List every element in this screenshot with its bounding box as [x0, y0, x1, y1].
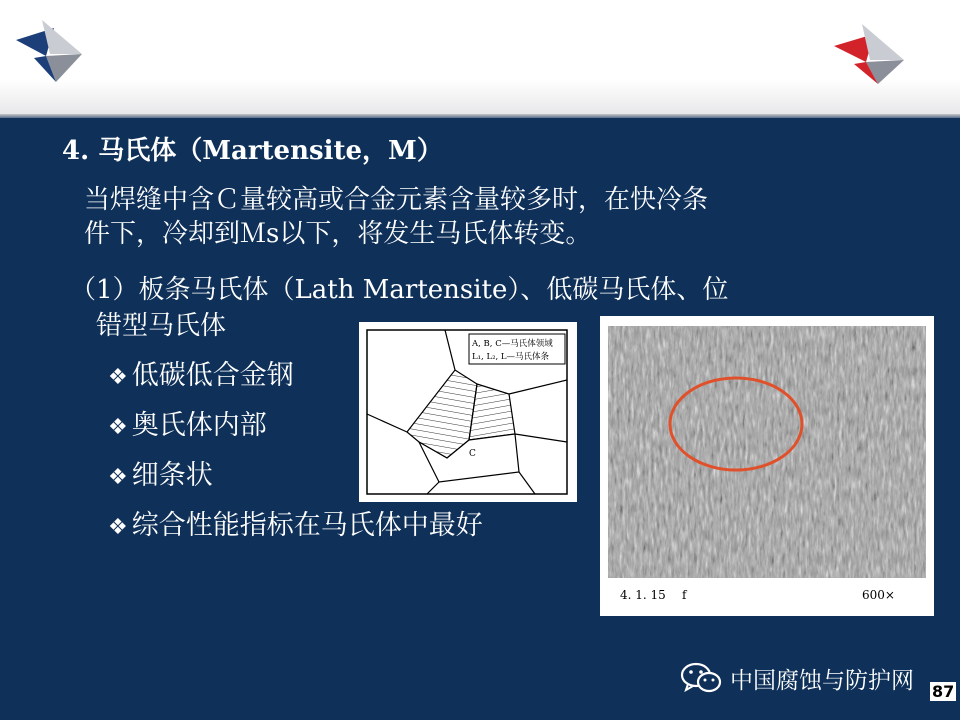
photo-caption-id: 4. 1. 15 — [620, 588, 666, 602]
page-number: 87 — [932, 682, 955, 701]
header-divider — [0, 114, 960, 118]
diamond-bullet-icon: ❖ — [108, 465, 128, 490]
subheading-line-2: 错型马氏体 — [96, 311, 227, 341]
micrograph-image — [608, 326, 926, 578]
diagram-region-c-label: C — [469, 449, 476, 459]
micrograph-photo — [600, 316, 934, 616]
wechat-icon — [680, 661, 722, 695]
diamond-bullet-icon: ❖ — [108, 515, 128, 540]
diagram-legend-line-2: L₁, L₂, L—马氏体条 — [472, 352, 550, 362]
intro-paragraph — [84, 183, 708, 251]
photo-caption-letter: f — [682, 588, 687, 602]
header-band — [0, 0, 960, 114]
logo-left-icon — [16, 20, 82, 82]
subheading-line-1: （1）板条马氏体（Lath Martensite）、低碳马氏体、位 — [70, 275, 729, 305]
logo-right-icon — [834, 24, 904, 84]
bullet-item: ❖ 低碳低合金钢 — [108, 360, 294, 391]
footer-brand-label: 中国腐蚀与防护网 — [730, 667, 914, 694]
bullet-item: ❖ 综合性能指标在马氏体中最好 — [108, 510, 483, 541]
paragraph-line-2: 件下，冷却到Ｍs以下，将发生马氏体转变。 — [84, 219, 592, 249]
photo-magnification: 600× — [862, 588, 895, 602]
diamond-bullet-icon: ❖ — [108, 415, 128, 440]
bullet-item: ❖ 奥氏体内部 — [108, 410, 267, 441]
diamond-bullet-icon: ❖ — [108, 365, 128, 390]
footer-brand — [680, 658, 914, 698]
paragraph-line-1: 当焊缝中含Ｃ量较高或合金元素含量较多时，在快冷条 — [84, 185, 709, 215]
bullet-item: ❖ 细条状 — [108, 460, 213, 491]
diagram-legend-line-1: A, B, C—马氏体领域 — [472, 339, 553, 349]
martensite-diagram — [359, 322, 577, 502]
slide-heading: 4. 马氏体（Martensite，M） — [62, 136, 443, 166]
